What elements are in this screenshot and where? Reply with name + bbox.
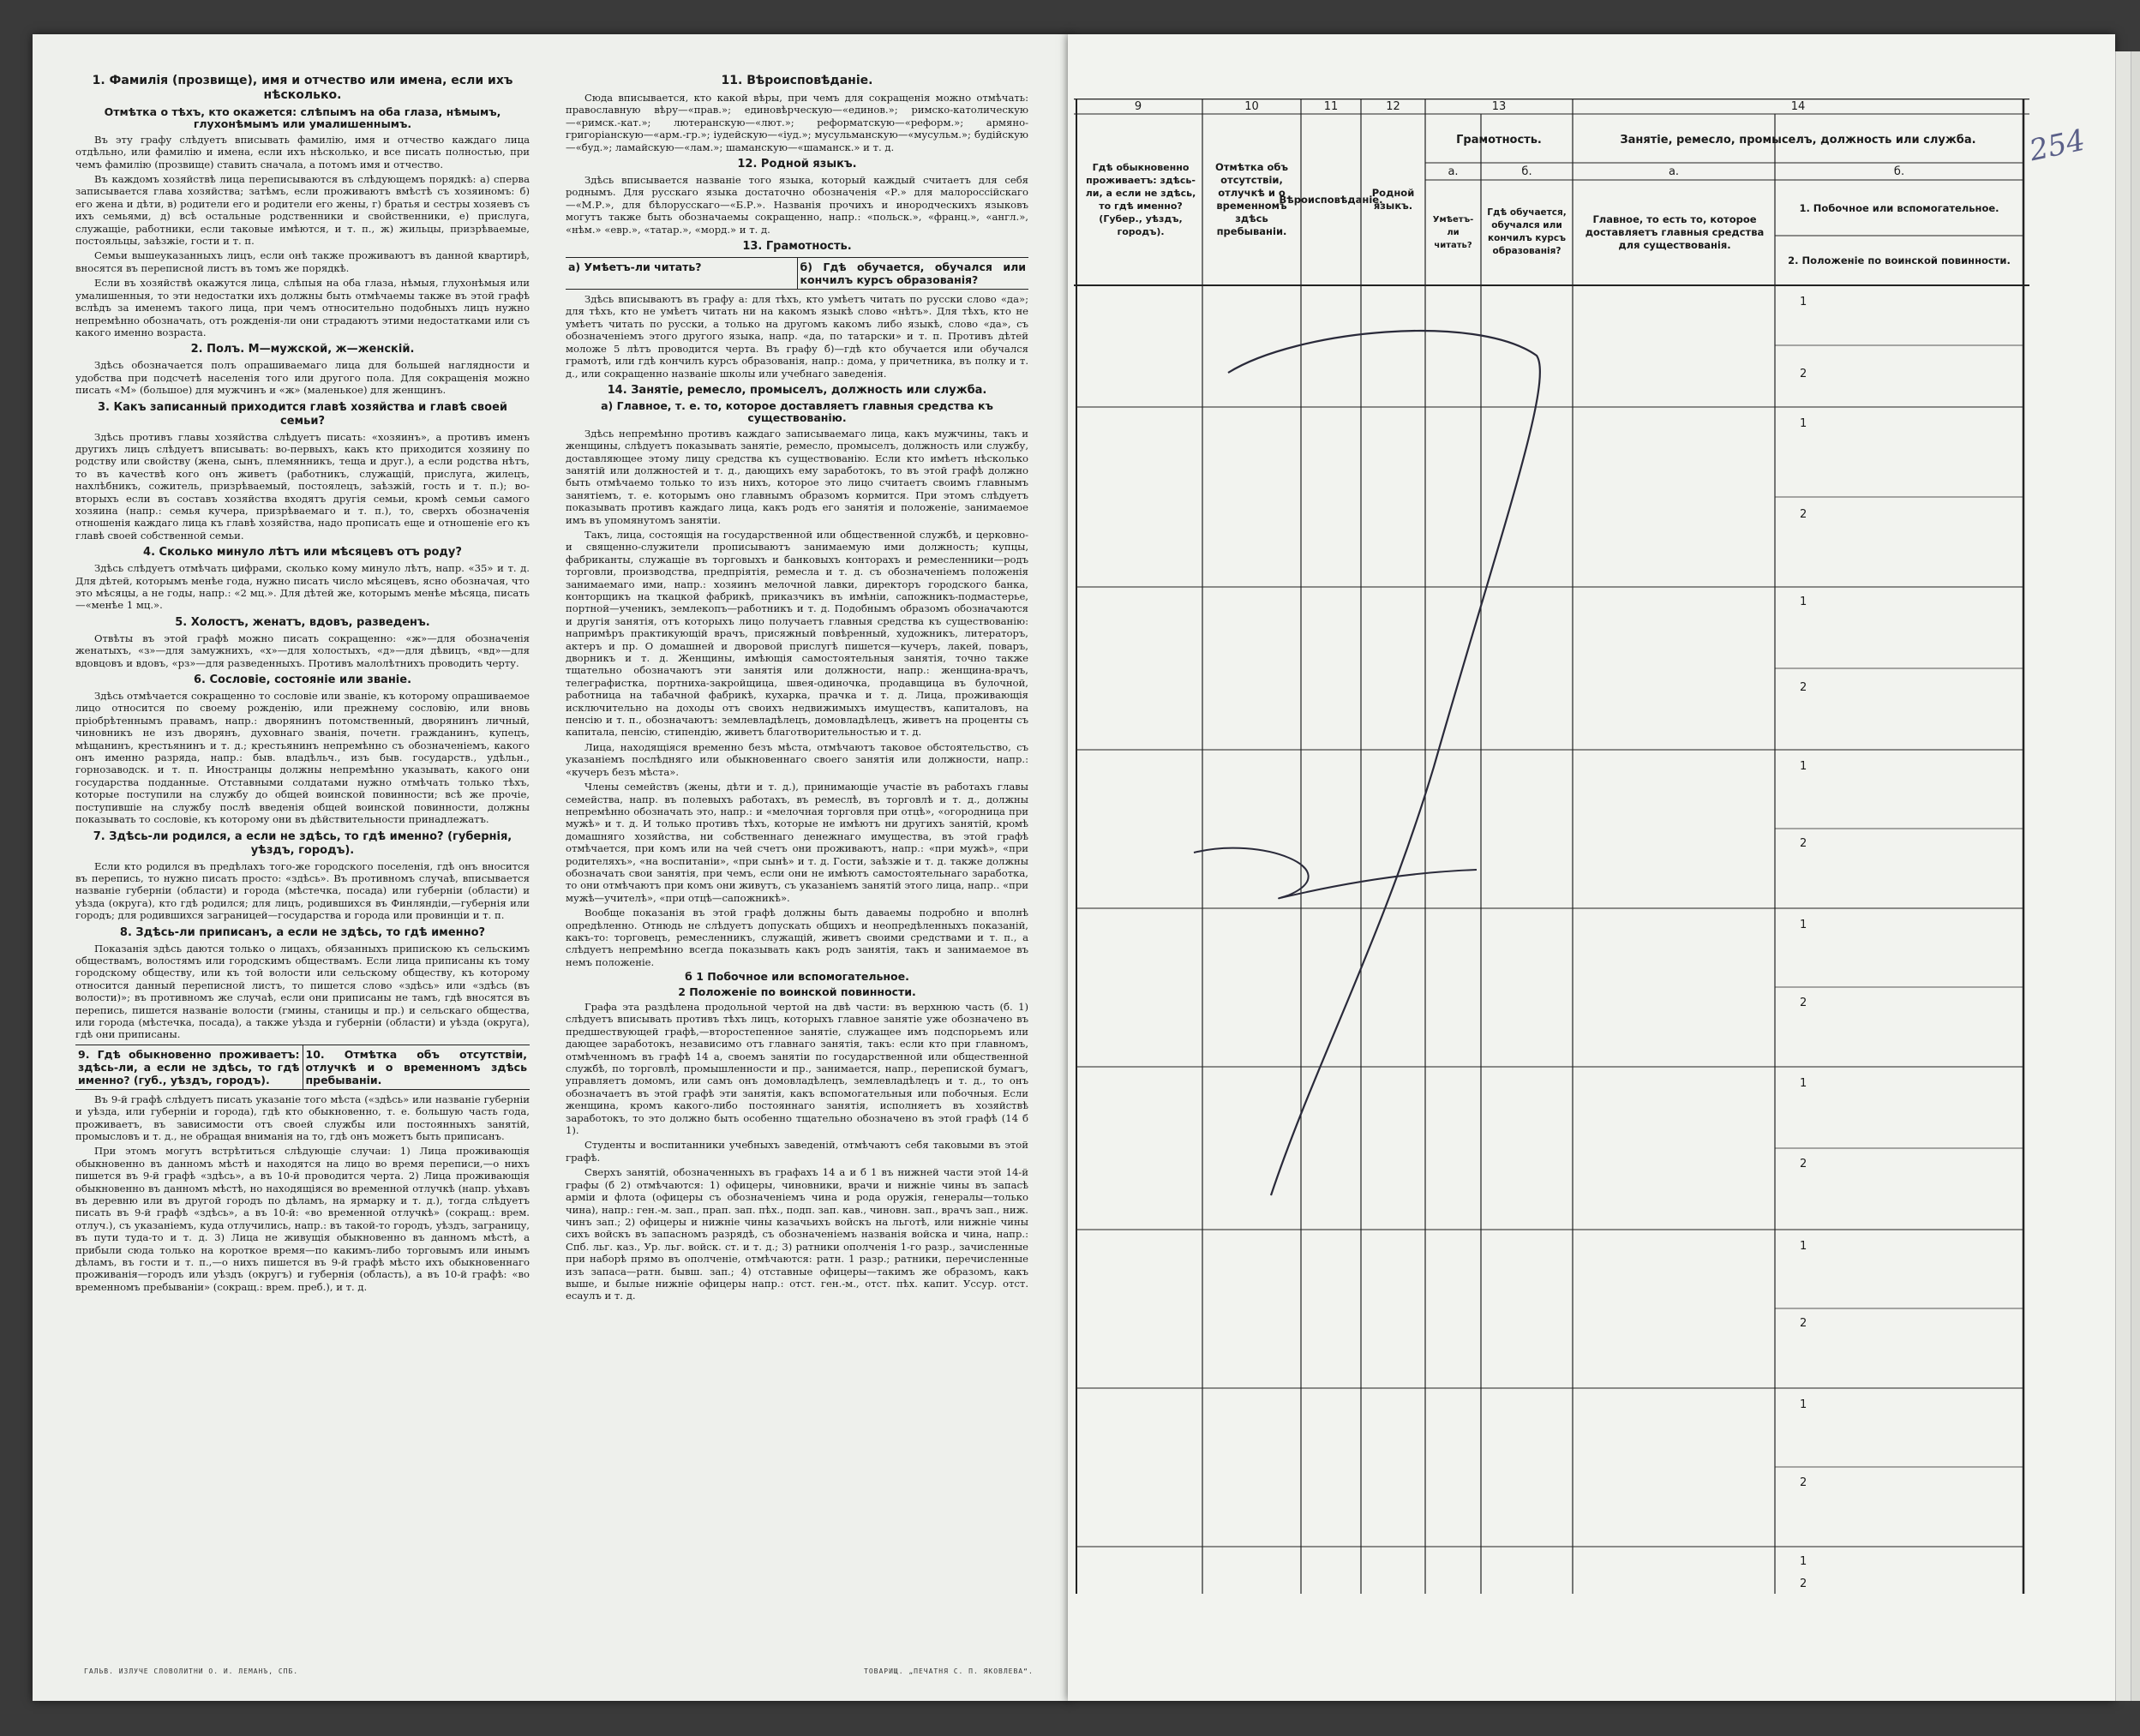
row-marker: 2 bbox=[1800, 368, 1807, 380]
section-9-paragraph: Въ 9-й графѣ слѣдуетъ писать указаніе того мѣста («здѣсь» или названіе губерніи и уѣзда, или губерніи и города), гдѣ кто обыкновенно, т. е. большую часть года, проживаетъ, въ зависимости отъ своей службы или постоянныхъ занятій, промысловъ и т. д., не обращая вниманія на то, гдѣ онъ можетъ быть приписанъ. bbox=[75, 1092, 530, 1142]
section-14-paragraph: Здѣсь непремѣнно противъ каждаго записываемаго лица, какъ мужчины, такъ и женщины, слѣдуетъ показывать занятіе, ремесло, промыселъ, должность или службу, доставляющее этому лицу средства къ существованію. Если кто имѣетъ нѣсколько занятій или должностей и т. д., дающихъ ему заработокъ, то въ этой графѣ должно быть отмѣчаемо только то изъ нихъ, которое это лицо считаетъ своимъ главнымъ занятіемъ, т. е. которымъ оно главнымъ образомъ кормится. При этомъ слѣдуетъ показывать противъ каждаго лица, какъ родъ его занятія и положеніе, занимаемое имъ въ упомянутомъ занятіи. bbox=[566, 427, 1028, 526]
section-1-paragraph: Въ каждомъ хозяйствѣ лица переписываются въ слѣдующемъ порядкѣ: а) сперва записывается глава хозяйства; затѣмъ, если проживаютъ вмѣстѣ съ хозяиномъ: б) его жена и дѣти, в) родители его и родители его жены, г) братья и сестры хозяевъ съ ихъ семьями, д) всѣ остальные родственники и свойственники, е) прислуга, служащіе, работники, если таковые имѣются, и т. п., ж) жильцы, призрѣваемые, постояльцы, заѣзжіе, гости и т. п. bbox=[75, 173, 530, 248]
column-number-12: 12 bbox=[1386, 100, 1400, 113]
section-14-paragraph: Сверхъ занятій, обозначенныхъ въ графахъ 14 а и б 1 въ нижней части этой 14-й графы (б 2) отмѣчаются: 1) офицеры, чиновники, врачи и нижніе чины въ запасѣ арміи и флота (офицеры съ обозначеніемъ чина и рода оружія, генералы—только чина), напр.: ген.-м. зап., прап. зап. пѣх., подп. зап. кав., чиновн. зап., врачъ зап., ниж. чинъ зап.; 2) офицеры и нижніе чины казачьихъ войскъ на льготѣ, или нижніе чины сихъ войскъ въ запасномъ разрядѣ, съ обозначеніемъ названія войска и чина, напр.: Спб. льг. каз., Ур. льг. войск. ст. и т. д.; 3) ратники ополченія 1-го разр., зачисленные при наборѣ прямо въ ополченіе, отмѣчаются: ратн. 1 разр.; ратники, перечисленные изъ запаса—ратн. бывш. зап.; 4) отставные офицеры—такимъ же образомъ, какъ выше, и былые нижніе офицеры напр.: отст. ген.-м., отст. пѣх. капит. Уссур. отст. есаулъ и т. д. bbox=[566, 1166, 1028, 1302]
row-marker: 2 bbox=[1800, 1158, 1807, 1170]
section-3-title: 3. Какъ записанный приходится главѣ хозяйства и главѣ своей семьи? bbox=[97, 400, 508, 428]
row-marker: 1 bbox=[1800, 760, 1807, 773]
row-marker: 2 bbox=[1800, 508, 1807, 521]
row-marker: 1 bbox=[1800, 296, 1807, 308]
row-marker: 1 bbox=[1800, 1077, 1807, 1090]
section-7-title: 7. Здѣсь-ли родился, а если не здѣсь, то гдѣ именно? (губернія, уѣздъ, городъ). bbox=[93, 829, 513, 857]
header-col-9: Гдѣ обыкновенно проживаетъ: здѣсь-ли, а если не здѣсь, то гдѣ именно? (Губер., уѣздъ, городъ). bbox=[1085, 162, 1196, 237]
section-1-paragraph: Въ эту графу слѣдуетъ вписывать фамилію, имя и отчество каждаго лица отдѣльно, или фамилію и имена, если ихъ нѣсколько, и все писать полностью, при чемъ фамилію (прозвище) ставить сначала, а потомъ имя и отчество. bbox=[75, 133, 530, 171]
section-14-paragraph: Члены семействъ (жены, дѣти и т. д.), принимающіе участіе въ работахъ главы семейства, напр. въ полевыхъ работахъ, въ ремеслѣ, въ торговлѣ и т. д., должны непремѣнно обозначать это, напр.: и «мелочная торговля при отцѣ», «огородница при мужѣ» и т. д. И только противъ тѣхъ, которые не имѣютъ ни другихъ занятій, кромѣ домашняго хозяйства, ни собственнаго денежнаго имущества, въ этой графѣ отмѣчается, при комъ или на чей счетъ они проживаютъ, напр.: «при мужѣ», «при родителяхъ», «на воспитаніи», «при сынѣ» и т. д. Гости, заѣзжіе и т. д. также должны обозначать свои занятія, при чемъ, если они не имѣютъ самостоятельнаго заработка, то они отмѣчаютъ при комъ они живутъ, съ указаніемъ занятій этого лица, напр.. «при мужѣ—учителѣ», «при отцѣ—сапожникѣ». bbox=[566, 781, 1028, 904]
section-12-title: 12. Родной языкъ. bbox=[737, 158, 857, 171]
section-14-title: 14. Занятіе, ремесло, промыселъ, должность или служба. bbox=[607, 383, 987, 397]
pen-stroke-lower bbox=[1194, 848, 1477, 899]
section-8-title: 8. Здѣсь-ли приписанъ, а если не здѣсь, то гдѣ именно? bbox=[119, 925, 486, 939]
section-13-header bbox=[566, 257, 1028, 290]
section-14-paragraph: Лица, находящіяся временно безъ мѣста, отмѣчаютъ таковое обстоятельство, съ указаніемъ послѣдняго или обыкновеннаго своего занятія или должности, напр.: «кучеръ безъ мѣста». bbox=[566, 740, 1028, 778]
header-col-14: Занятіе, ремесло, промыселъ, должность или служба. bbox=[1620, 133, 1976, 147]
section-10-title: 10. Отмѣтка объ отсутствіи, отлучкѣ и о временномъ здѣсь пребываніи. bbox=[303, 1045, 531, 1089]
row-marker: 1 bbox=[1800, 919, 1807, 931]
section-3-paragraph: Здѣсь противъ главы хозяйства слѣдуетъ писать: «хозяинъ», а противъ именъ другихъ лицъ слѣдуетъ вписывать: во-первыхъ, какъ кто приходится хозяину по родству или свойству (жена, сынъ, племянникъ, теща и друг.), а если родства нѣтъ, то въ качествѣ кого онъ живетъ (работникъ, служащій, прислуга, жилецъ, нахлѣбникъ, сожитель, призрѣваемый, постоялецъ, заѣзжій, гость и т. п.); во-вторыхъ если въ составъ хозяйства входятъ другія семьи, кромѣ семьи самого хозяина (напр.: семья кучера, призрѣваемаго и т. п.), то, сверхъ обозначенія отношенія каждаго лица къ главѣ хозяйства, надо прописать еще и отношеніе его къ главѣ своей собственной семьи. bbox=[75, 430, 530, 542]
section-5-paragraph: Отвѣты въ этой графѣ можно писать сокращенно: «ж»—для обозначенія женатыхъ, «з»—для замужнихъ, «х»—для холостыхъ, «д»—для дѣвицъ, «вд»—для вдовцовъ и вдовъ, «рз»—для разведенныхъ. Противъ малолѣтнихъ проводить черту. bbox=[75, 632, 530, 669]
row-marker: 2 bbox=[1800, 837, 1807, 850]
census-form-table bbox=[1074, 99, 2029, 1594]
section-11-paragraph: Сюда вписывается, кто какой вѣры, при чемъ для сокращенія можно отмѣчать: православную вѣру—«прав.»; единовѣрческую—«единов.»; римско-католическую—«римск.-кат.»; лютеранскую—«лют.»; реформатскую—«реформ.»; армяно-григоріанскую—«арм.-гр.»; іудейскую—«іуд.»; мусульманскую—«мусульм.»; будійскую—«буд.»; ламайскую—«лам.»; шаманскую—«шаманск.» и т. д. bbox=[566, 92, 1028, 153]
section-11-title: 11. Вѣроисповѣданіе. bbox=[721, 74, 873, 87]
row-marker: 2 bbox=[1800, 1476, 1807, 1489]
row-marker: 2 bbox=[1800, 997, 1807, 1009]
header-col-13b: Гдѣ обучается, обучался или кончилъ курсъ образованія? bbox=[1487, 207, 1567, 256]
header-col-13b-letter: б. bbox=[1521, 165, 1532, 178]
section-14b2-title: 2 Положеніе по воинской повинности. bbox=[678, 985, 916, 998]
section-2-paragraph: Здѣсь обозначается полъ опрашиваемаго лица для большей наглядности и удобства при подсчетѣ населенія того или другого пола. Для сокращенія можно писать «М» (большое) для мужчинъ и «ж» (маленькое) для женщинъ. bbox=[75, 359, 530, 397]
handwritten-page-number: 254 bbox=[2026, 123, 2089, 169]
section-14b1-title: б 1 Побочное или вспомогательное. bbox=[685, 970, 909, 984]
header-col-11: Вѣроисповѣданіе. bbox=[1279, 193, 1383, 206]
header-col-14b-letter: б. bbox=[1893, 165, 1905, 178]
section-6-paragraph: Здѣсь отмѣчается сокращенно то сословіе или званіе, къ которому опрашиваемое лицо относится по своему рожденію, или прежнему сословію, или вновь пріобрѣтеннымъ правамъ, напр.: дворянинъ потомственный, дворянинъ личный, чиновникъ не изъ дворянъ, духовнаго званія, почетн. гражданинъ, купецъ, мѣщанинъ, крестьянинъ и т. д.; крестьянинъ непремѣнно съ обозначеніемъ, какого онъ именно разряда, напр.: быв. владѣльч., изъ быв. государств., удѣльн., горнозаводск. и т. п. Иностранцы должны непремѣнно указывать, какого они государства подданные. Отставными солдатами нужно отмѣчать только тѣхъ, которые поступили на службу до общей воинской повинности; всѣ же прочіе, поступившіе на службу послѣ введенія общей воинской повинности, должны показывать то сословіе, къ которому они въ дѣйствительности принадлежатъ. bbox=[75, 690, 530, 826]
header-col-10: Отмѣтка объ отсутствіи, отлучкѣ и о временномъ здѣсь пребываніи. bbox=[1214, 161, 1289, 237]
left-page bbox=[33, 34, 1071, 1701]
section-1-subtitle: Отмѣтка о тѣхъ, кто окажется: слѣпымъ на оба глаза, нѣмымъ, глухонѣмымъ или умалишеннымъ. bbox=[104, 105, 501, 131]
section-14-paragraph: Студенты и воспитанники учебныхъ заведеній, отмѣчаютъ себя таковыми въ этой графѣ. bbox=[566, 1139, 1028, 1164]
section-13b-title: б) Гдѣ обучается, обучался или кончилъ курсъ образованія? bbox=[797, 258, 1029, 289]
section-1-paragraph: Семьи вышеуказанныхъ лицъ, если онѣ также проживаютъ въ данной квартирѣ, вносятся въ переписной листъ въ томъ же порядкѣ. bbox=[75, 249, 530, 274]
header-col-14a-letter: а. bbox=[1668, 165, 1680, 178]
row-marker: 2 bbox=[1800, 681, 1807, 694]
section-14-paragraph: Вообще показанія въ этой графѣ должны быть даваемы подробно и вполнѣ опредѣленно. Отнюдь не слѣдуетъ допускать общихъ и неопредѣленныхъ показаній, какъ-то: торговецъ, ремесленникъ, служащій, живетъ своими средствами и т. п., а слѣдуетъ непремѣнно всегда показывать какъ родъ занятія, такъ и занимаемое въ немъ положеніе. bbox=[566, 907, 1028, 968]
row-marker: 1 bbox=[1800, 1555, 1807, 1568]
right-column bbox=[566, 69, 1028, 1628]
row-marker: 1 bbox=[1800, 1240, 1807, 1253]
row-marker: 1 bbox=[1800, 596, 1807, 608]
pen-stroke-upper bbox=[1228, 331, 1540, 1195]
section-14-paragraph: Такъ, лица, состоящія на государственной или общественной службѣ, и церковно- и священно-служители прописываютъ занимаемую ими должность; купцы, фабриканты, служащіе въ торговыхъ и банковыхъ конторахъ и ремесленники—родъ торговли, производства, предпріятія, ремесла и т. д. съ обозначеніемъ положенія занимаемаго ими, напр.: хозяинъ мелочной лавки, директоръ городского банка, конторщикъ на ткацкой фабрикѣ, приказчикъ въ имѣніи, сапожникъ-подмастерье, портной—ученикъ, землекопъ—работникъ и т. д. Подобнымъ образомъ обозначаются и другія занятія, отъ которыхъ лицо получаетъ главныя средства къ существованію: напримѣръ практикующій врачъ, присяжный повѣренный, художникъ, литераторъ, актеръ и пр. О домашней и дворовой прислугѣ пишется—кучеръ, лакей, поваръ, дворникъ и т. д. Женщины, имѣющія самостоятельныя занятія, точно также тщательно обозначаютъ эти занятія или должности, напр.: женщина-врачъ, телеграфистка, портниха-закройщица, швея-одиночка, продавщица въ булочной, работница на табачной фабрикѣ, кухарка, прачка и т. д. Лица, проживающія исключительно на доходы отъ своихъ недвижимыхъ имуществъ, капиталовъ, на пенсію и т. п., обозначаютъ: землевладѣлецъ, домовладѣлецъ, живетъ на проценты съ капитала, пенсію, стипендію, живетъ благотворительностью и т. д. bbox=[566, 528, 1028, 739]
form-grid-lines bbox=[1074, 99, 2029, 1594]
section-9-paragraph: При этомъ могутъ встрѣтиться слѣдующіе случаи: 1) Лица проживающія обыкновенно въ данномъ мѣстѣ и находятся на лицо во время переписи,—о нихъ пишется въ 9-й графѣ «здѣсь», а въ 10-й проводится черта. 2) Лица проживающія обыкновенно въ данномъ мѣстѣ, но находящіяся во временной отлучкѣ (напр. уѣхавъ въ деревню или въ другой городъ по дѣламъ, на ярмарку и т. д.), тогда слѣдуетъ писать въ 9-й графѣ «здѣсь», а въ 10-й: «во временной отлучкѣ» (сокращ.: врем. отлуч.), съ указаніемъ, куда отлучились, напр.: въ такой-то городъ, уѣздъ, заграницу, въ пути туда-то и т. д. 3) Лица не живущія обыкновенно въ данномъ мѣстѣ, а прибыли сюда только на короткое время—по какимъ-либо торговымъ или инымъ дѣламъ, въ гости и т. п.,—о нихъ пишется въ 9-й графѣ мѣсто ихъ обыкновеннаго проживанія—городъ или уѣздъ (округъ) и губернія (область), а въ 10-й графѣ: «во временномъ пребываніи» (сокращ.: врем. преб.), и т. д. bbox=[75, 1145, 530, 1293]
right-footer-imprint: ТОВАРИЩ. „ПЕЧАТНЯ С. П. ЯКОВЛЕВА“. bbox=[864, 1667, 1034, 1675]
left-column bbox=[75, 69, 530, 1628]
section-7-paragraph: Если кто родился въ предѣлахъ того-же городского поселенія, гдѣ онъ вносится въ перепись, то нужно писать просто: «здѣсь». Въ противномъ случаѣ, вписывается названіе губерніи (области) и города (мѣстечка, посада) или губерніи (области) и уѣзда (округа), кто гдѣ родился; для лицъ, родившихся въ Финляндіи,—губернія или городъ; для родившихся заграницей—государства и города или провинціи и т. п. bbox=[75, 859, 530, 922]
row-marker: 1 bbox=[1800, 1398, 1807, 1411]
header-col-13: Грамотность. bbox=[1456, 133, 1542, 147]
column-number-13: 13 bbox=[1491, 100, 1507, 113]
section-13-paragraph: Здѣсь вписываютъ въ графу а: для тѣхъ, кто умѣетъ читать по русски слово «да»; для тѣхъ, кто не умѣетъ читать ни на какомъ языкѣ слово «нѣтъ». Для тѣхъ, кто не умѣетъ читать по русски, а только на другомъ какомъ либо языкѣ, слово «да», съ обозначеніемъ этого другого языка, напр. «да, по татарски» и т. п. Противъ дѣтей моложе 5 лѣтъ проводится черта. Въ графу б)—гдѣ кто обучается или обучался грамотѣ, или гдѣ кончилъ курсъ образованія, напр.: дома, у причетника, въ полку и т. д., или сокращенно названіе школы или учебнаго заведенія. bbox=[566, 293, 1028, 380]
header-col-12: Родной языкъ. bbox=[1371, 187, 1415, 212]
section-9-10-header bbox=[75, 1045, 530, 1090]
section-1-title: 1. Фамилія (прозвище), имя и отчество или имена, если ихъ нѣсколько. bbox=[92, 74, 513, 102]
section-4-paragraph: Здѣсь слѣдуетъ отмѣчать цифрами, сколько кому минуло лѣтъ, напр. «35» и т. д. Для дѣтей, которымъ менѣе года, нужно писать число мѣсяцевъ, ясно обозначая, что это мѣсяцы, а не годы, напр.: «2 мц.». Для дѣтей же, которымъ менѣе мѣсяца, писать—«менѣе 1 мц.». bbox=[75, 562, 530, 612]
section-13a-title: а) Умѣетъ-ли читать? bbox=[568, 260, 702, 274]
page-stack-edge bbox=[2115, 51, 2131, 1701]
section-8-paragraph: Показанія здѣсь даются только о лицахъ, обязанныхъ припискою къ сельскимъ обществамъ, волостямъ или городскимъ обществамъ. Если лица приписаны къ тому городскому обществу, или къ той волости или сельскому обществу, къ которому относится данный переписной листъ, то пишется слово «здѣсь» или «здѣсь (въ волости)»; въ противномъ же случаѣ, если они приписаны не тамъ, гдѣ вносятся въ перепись, пишется названіе волости (гмины, станицы и пр.) и сельскаго общества, или города (мѣстечка, посада), а также уѣзда и губерніи (области) и уѣзда (округа), гдѣ они приписаны. bbox=[75, 942, 530, 1041]
section-9-title: 9. Гдѣ обыкновенно проживаетъ: здѣсь-ли, а если не здѣсь, то гдѣ именно? (губ., уѣздъ, городъ). bbox=[78, 1047, 300, 1086]
section-2-title: 2. Полъ. М—мужской, ж—женскій. bbox=[190, 343, 415, 356]
header-col-14b2: 2. Положеніе по воинской повинности. bbox=[1788, 254, 2011, 266]
section-12-paragraph: Здѣсь вписывается названіе того языка, который каждый считаетъ для себя роднымъ. Для русскаго языка достаточно обозначенія «Р.» для малороссійскаго—«М.Р.», для бѣлорусскаго—«Б.Р.». Названія прочихъ и инородческихъ языковъ могутъ также быть обозначаемы сокращенно, напр.: «польск.», «франц.», «англ.», «нѣм.» «евр.», «татар.», «морд.» и т. д. bbox=[566, 174, 1028, 236]
column-number-11: 11 bbox=[1323, 100, 1339, 113]
header-col-14a: Главное, то есть то, которое доставляетъ главныя средства для существованія. bbox=[1585, 213, 1765, 251]
column-number-10: 10 bbox=[1244, 100, 1259, 113]
section-6-title: 6. Сословіе, состояніе или званіе. bbox=[193, 673, 412, 687]
column-number-14: 14 bbox=[1790, 100, 1806, 113]
left-footer-imprint: ГАЛЬВ. ИЗЛУЧЕ СЛОВОЛИТНИ О. И. ЛЕМАНЪ, СПБ. bbox=[84, 1667, 299, 1675]
row-marker: 1 bbox=[1800, 417, 1807, 430]
section-5-title: 5. Холостъ, женатъ, вдовъ, разведенъ. bbox=[175, 615, 430, 629]
row-marker: 2 bbox=[1800, 1577, 1807, 1590]
section-1-paragraph: Если въ хозяйствѣ окажутся лица, слѣпыя на оба глаза, нѣмыя, глухонѣмыя или умалишенныя, то эти недостатки ихъ должны быть отмѣчаемы также въ этой графѣ вслѣдъ за именемъ такого лица, при чемъ относительно подобныхъ лицъ нужно непремѣнно обозначать, отъ рожденія-ли они страдаютъ этими недостатками или съ какого именно возраста. bbox=[75, 277, 530, 338]
header-col-14b1: 1. Побочное или вспомогательное. bbox=[1799, 201, 1999, 214]
section-14-paragraph: Графа эта раздѣлена продольной чертой на двѣ части: въ верхнюю часть (б. 1) слѣдуетъ вписывать противъ тѣхъ лицъ, которыхъ главное занятіе уже обозначено въ предшествующей графѣ,—второстепенное занятіе, служащее имъ подспорьемъ или дающее заработокъ, независимо отъ главнаго занятія, такъ: если кто при главномъ, отмѣченномъ въ графѣ 14 а, своемъ занятіи по государственной или общественной службѣ, по торговлѣ, промышленности и пр., занимается, напр., перепиской бумагъ, управляетъ домомъ, или самъ онъ домовладѣлецъ, землевладѣлецъ и т. д., то онъ обозначаетъ въ этой графѣ эти занятія, какъ вспомогательныя или побочныя. Если женщина, кромъ какого-либо постояннаго занятія, исполняетъ въ хозяйствѣ заработокъ, то это должно быть особенно тщательно обозначено въ этой графѣ (14 б 1). bbox=[566, 1001, 1028, 1137]
header-col-13a: Умѣетъ-ли читать? bbox=[1432, 214, 1474, 250]
section-13-title: 13. Грамотность. bbox=[742, 240, 852, 254]
page-stack-edge bbox=[2131, 51, 2140, 1701]
row-marker: 2 bbox=[1800, 1317, 1807, 1330]
header-col-13a-letter: а. bbox=[1448, 165, 1459, 178]
section-4-title: 4. Сколько минуло лѣтъ или мѣсяцевъ отъ роду? bbox=[143, 546, 462, 560]
section-14a-title: а) Главное, т. е. то, которое доставляетъ главныя средства къ существованію. bbox=[601, 398, 993, 425]
column-number-9: 9 bbox=[1134, 100, 1142, 113]
